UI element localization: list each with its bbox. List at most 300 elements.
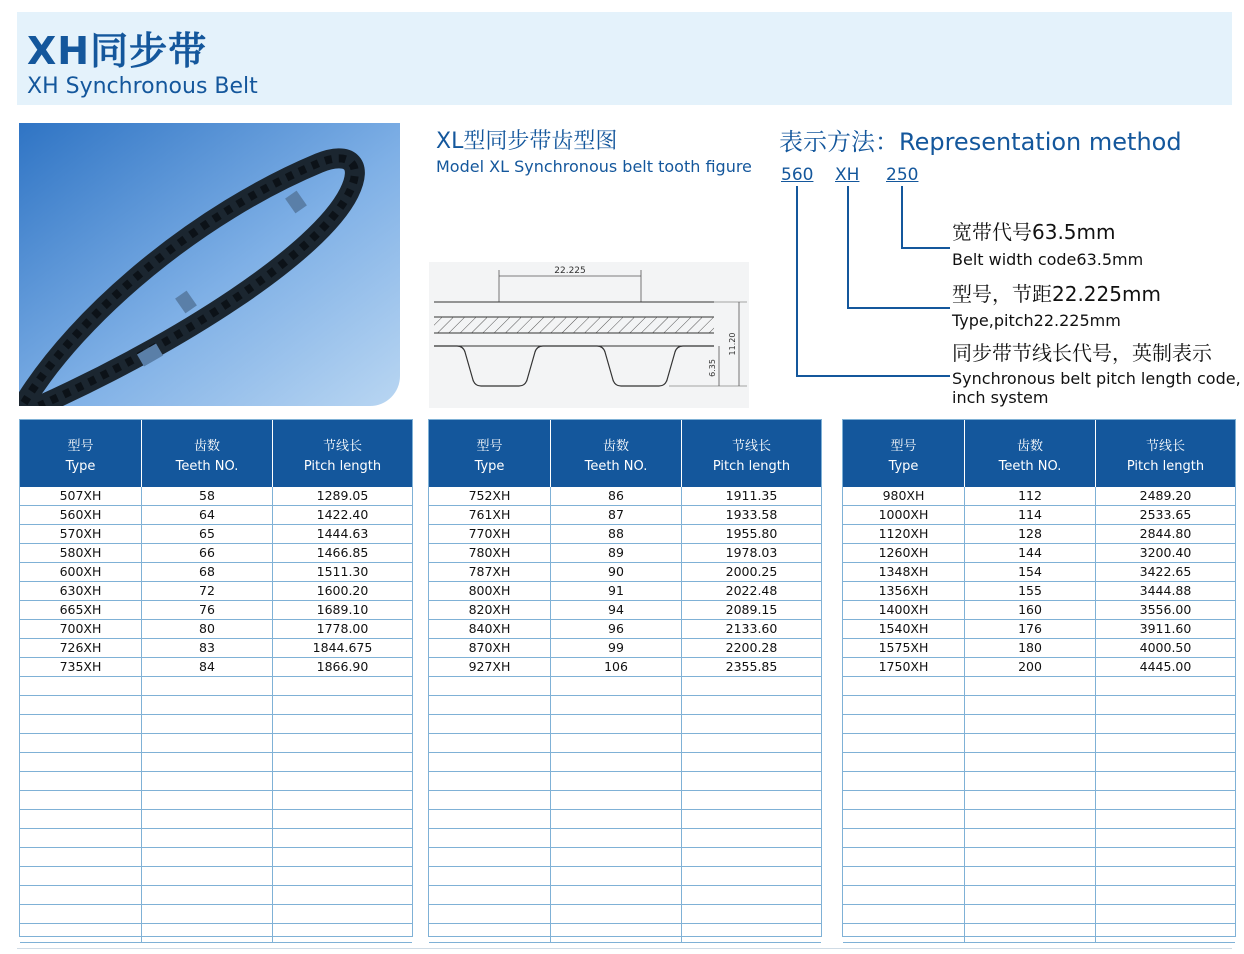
cell-type xyxy=(429,791,551,809)
cell-teeth-no xyxy=(965,886,1096,904)
cell-teeth-no: 200 xyxy=(965,658,1096,676)
spec-table-2 xyxy=(428,419,822,937)
cell-teeth-no: 94 xyxy=(551,601,682,619)
cell-teeth-no: 96 xyxy=(551,620,682,638)
table-header xyxy=(429,420,821,487)
cell-pitch-length xyxy=(682,867,821,885)
tooth-figure-title-en: Model XL Synchronous belt tooth figure xyxy=(436,157,752,176)
table-row xyxy=(843,582,1235,601)
cell-type xyxy=(843,829,965,847)
cell-type xyxy=(429,848,551,866)
table-row xyxy=(843,658,1235,677)
header-type-en: Type xyxy=(474,459,505,474)
cell-pitch-length xyxy=(273,791,412,809)
cell-teeth-no xyxy=(142,791,273,809)
table-header xyxy=(843,420,1235,487)
header-type-cn: 型号 xyxy=(476,439,503,454)
cell-pitch-length xyxy=(273,753,412,771)
cell-type xyxy=(20,829,142,847)
table-row xyxy=(20,696,412,715)
table-header xyxy=(20,420,412,487)
cell-type xyxy=(20,753,142,771)
cell-type: 1260XH xyxy=(843,544,965,562)
cell-teeth-no xyxy=(551,715,682,733)
table-row xyxy=(843,525,1235,544)
cell-type: 761XH xyxy=(429,506,551,524)
table-row xyxy=(843,753,1235,772)
table-row xyxy=(843,772,1235,791)
cell-teeth-no xyxy=(965,829,1096,847)
table-row xyxy=(20,905,412,924)
cell-teeth-no: 106 xyxy=(551,658,682,676)
cell-teeth-no xyxy=(965,715,1096,733)
table-row xyxy=(429,525,821,544)
cell-pitch-length: 2200.28 xyxy=(725,640,778,655)
code-width: 250 xyxy=(886,165,919,185)
header-teeth-no-en: Teeth NO. xyxy=(584,459,648,474)
cell-teeth-no xyxy=(551,867,682,885)
cell-type: 820XH xyxy=(429,601,551,619)
cell-type xyxy=(20,696,142,714)
cell-pitch-length xyxy=(1096,753,1235,771)
table-row xyxy=(20,829,412,848)
cell-teeth-no xyxy=(551,791,682,809)
cell-pitch-length: 1978.03 xyxy=(725,545,778,560)
cell-pitch-length: 2133.60 xyxy=(725,621,778,636)
cell-type: 570XH xyxy=(20,525,142,543)
belt-width-cn: 宽带代号63.5mm xyxy=(952,220,1116,244)
cell-type xyxy=(843,791,965,809)
cell-teeth-no: 64 xyxy=(142,506,273,524)
cell-type xyxy=(429,677,551,695)
table-row xyxy=(843,563,1235,582)
cell-pitch-length: 3200.40 xyxy=(1139,545,1192,560)
cell-type: 600XH xyxy=(20,563,142,581)
cell-pitch-length xyxy=(273,715,412,733)
cell-pitch-length xyxy=(273,677,412,695)
cell-pitch-length xyxy=(1096,810,1235,828)
cell-pitch-length: 1444.63 xyxy=(316,526,369,541)
cell-type xyxy=(843,848,965,866)
table-row xyxy=(20,582,412,601)
cell-type: 580XH xyxy=(20,544,142,562)
cell-pitch-length: 2533.65 xyxy=(1139,507,1192,522)
cell-type: 630XH xyxy=(20,582,142,600)
header-type-cn: 型号 xyxy=(890,439,917,454)
cell-teeth-no xyxy=(142,734,273,752)
header-type xyxy=(429,420,551,487)
table-row xyxy=(843,715,1235,734)
bottom-divider xyxy=(17,948,1232,949)
table-row xyxy=(429,734,821,753)
cell-teeth-no: 144 xyxy=(965,544,1096,562)
cell-teeth-no xyxy=(142,829,273,847)
pitch-length-en-1: Synchronous belt pitch length code, xyxy=(952,369,1241,388)
cell-pitch-length: 1911.35 xyxy=(725,488,778,503)
cell-pitch-length xyxy=(682,848,821,866)
cell-pitch-length xyxy=(1096,696,1235,714)
header-pitch-length xyxy=(1096,420,1235,487)
cell-teeth-no: 90 xyxy=(551,563,682,581)
cell-teeth-no xyxy=(551,886,682,904)
cell-teeth-no xyxy=(965,696,1096,714)
cell-pitch-length xyxy=(1096,715,1235,733)
cell-type: 665XH xyxy=(20,601,142,619)
cell-teeth-no xyxy=(551,734,682,752)
cell-pitch-length xyxy=(1096,848,1235,866)
tooth-figure-title-cn: XL型同步带齿型图 xyxy=(436,129,618,154)
cell-teeth-no xyxy=(142,696,273,714)
cell-type xyxy=(843,886,965,904)
table-row xyxy=(429,506,821,525)
cell-teeth-no xyxy=(965,848,1096,866)
header-teeth-no xyxy=(965,420,1096,487)
cell-type: 800XH xyxy=(429,582,551,600)
header-teeth-no-cn: 齿数 xyxy=(1016,439,1043,454)
table-row xyxy=(429,772,821,791)
table-row xyxy=(20,772,412,791)
cell-pitch-length: 1422.40 xyxy=(316,507,369,522)
table-row xyxy=(429,715,821,734)
header-pitch-length-en: Pitch length xyxy=(1126,459,1205,474)
cell-pitch-length xyxy=(682,810,821,828)
table-row xyxy=(429,867,821,886)
table-row xyxy=(429,620,821,639)
cell-pitch-length: 1778.00 xyxy=(316,621,369,636)
cell-type xyxy=(20,886,142,904)
cell-pitch-length xyxy=(682,886,821,904)
cell-type: 780XH xyxy=(429,544,551,562)
header-pitch-length-cn: 节线长 xyxy=(1145,439,1185,454)
table-row xyxy=(429,791,821,810)
cell-type xyxy=(20,867,142,885)
cell-pitch-length xyxy=(273,696,412,714)
table-row xyxy=(20,487,412,506)
cell-pitch-length: 3556.00 xyxy=(1139,602,1192,617)
header-type xyxy=(843,420,965,487)
cell-pitch-length: 1511.30 xyxy=(316,564,369,579)
cell-teeth-no: 58 xyxy=(142,487,273,505)
table-row xyxy=(20,620,412,639)
table-row xyxy=(20,791,412,810)
table-row xyxy=(20,544,412,563)
table-row xyxy=(20,924,412,943)
table-row xyxy=(20,715,412,734)
cell-pitch-length: 2489.20 xyxy=(1139,488,1192,503)
table-row xyxy=(20,601,412,620)
cell-teeth-no: 112 xyxy=(965,487,1096,505)
cell-type xyxy=(429,924,551,942)
table-row xyxy=(429,696,821,715)
table-row xyxy=(429,886,821,905)
cell-type: 1750XH xyxy=(843,658,965,676)
cell-teeth-no: 83 xyxy=(142,639,273,657)
table-row xyxy=(20,563,412,582)
belt-width-en: Belt width code63.5mm xyxy=(952,250,1144,269)
cell-pitch-length xyxy=(682,772,821,790)
cell-type: 1356XH xyxy=(843,582,965,600)
table-row xyxy=(429,753,821,772)
cell-teeth-no: 65 xyxy=(142,525,273,543)
cell-type xyxy=(843,715,965,733)
table-row xyxy=(843,487,1235,506)
page-title-cn: XH同步带 xyxy=(27,29,208,73)
table-row xyxy=(843,544,1235,563)
table-row xyxy=(843,696,1235,715)
cell-type xyxy=(20,772,142,790)
table-row xyxy=(843,734,1235,753)
cell-pitch-length xyxy=(273,924,412,942)
cell-teeth-no: 88 xyxy=(551,525,682,543)
cell-type xyxy=(843,905,965,923)
cell-teeth-no xyxy=(965,924,1096,942)
header-pitch-length-cn: 节线长 xyxy=(322,439,362,454)
cell-pitch-length xyxy=(682,791,821,809)
cell-teeth-no xyxy=(142,715,273,733)
cell-type xyxy=(20,924,142,942)
cell-teeth-no xyxy=(965,753,1096,771)
cell-pitch-length: 3444.88 xyxy=(1139,583,1192,598)
cell-pitch-length xyxy=(1096,886,1235,904)
cell-teeth-no xyxy=(142,677,273,695)
cell-type xyxy=(429,715,551,733)
cell-pitch-length: 2089.15 xyxy=(725,602,778,617)
cell-type xyxy=(843,924,965,942)
cell-pitch-length: 1955.80 xyxy=(725,526,778,541)
table-row xyxy=(429,582,821,601)
cell-pitch-length xyxy=(273,848,412,866)
cell-type: 787XH xyxy=(429,563,551,581)
cell-teeth-no: 114 xyxy=(965,506,1096,524)
cell-type: 1540XH xyxy=(843,620,965,638)
code-type: XH xyxy=(835,165,860,185)
header-pitch-length-en: Pitch length xyxy=(303,459,382,474)
cell-pitch-length: 4000.50 xyxy=(1139,640,1192,655)
table-row xyxy=(20,753,412,772)
cell-pitch-length xyxy=(273,772,412,790)
representation-title: 表示方法：Representation method xyxy=(779,128,1182,156)
cell-pitch-length xyxy=(1096,772,1235,790)
cell-type: 1120XH xyxy=(843,525,965,543)
height-dimension-label: 11.20 xyxy=(728,332,737,356)
cell-type xyxy=(843,753,965,771)
table-row xyxy=(20,658,412,677)
spec-table-1 xyxy=(19,419,413,937)
table-row xyxy=(429,639,821,658)
cell-type: 927XH xyxy=(429,658,551,676)
cell-pitch-length: 1689.10 xyxy=(316,602,369,617)
belt-photo xyxy=(19,123,400,406)
cell-teeth-no xyxy=(965,734,1096,752)
cell-teeth-no: 72 xyxy=(142,582,273,600)
header-type-en: Type xyxy=(888,459,919,474)
cell-teeth-no xyxy=(142,772,273,790)
page-header xyxy=(17,12,1232,105)
cell-type: 770XH xyxy=(429,525,551,543)
cell-teeth-no: 84 xyxy=(142,658,273,676)
header-type xyxy=(20,420,142,487)
cell-teeth-no xyxy=(551,905,682,923)
cell-teeth-no: 154 xyxy=(965,563,1096,581)
header-teeth-no-en: Teeth NO. xyxy=(175,459,239,474)
cell-teeth-no xyxy=(142,905,273,923)
cell-type: 980XH xyxy=(843,487,965,505)
cell-teeth-no: 87 xyxy=(551,506,682,524)
table-row xyxy=(843,829,1235,848)
cell-pitch-length: 1844.675 xyxy=(312,640,373,655)
cell-type xyxy=(429,734,551,752)
cell-pitch-length xyxy=(1096,791,1235,809)
cell-teeth-no: 99 xyxy=(551,639,682,657)
cell-teeth-no: 68 xyxy=(142,563,273,581)
cell-pitch-length: 2844.80 xyxy=(1139,526,1192,541)
table-row xyxy=(20,639,412,658)
cell-type xyxy=(429,905,551,923)
cell-pitch-length: 1466.85 xyxy=(316,545,369,560)
cell-pitch-length: 3911.60 xyxy=(1139,621,1192,636)
cell-pitch-length xyxy=(273,905,412,923)
header-pitch-length xyxy=(682,420,821,487)
cell-pitch-length xyxy=(273,734,412,752)
cell-type xyxy=(20,905,142,923)
table-row xyxy=(843,886,1235,905)
cell-type: 507XH xyxy=(20,487,142,505)
cell-pitch-length: 3422.65 xyxy=(1139,564,1192,579)
table-row xyxy=(843,791,1235,810)
table-row xyxy=(843,677,1235,696)
cell-pitch-length xyxy=(273,810,412,828)
cell-teeth-no xyxy=(142,848,273,866)
cell-type: 735XH xyxy=(20,658,142,676)
cell-teeth-no: 66 xyxy=(142,544,273,562)
cell-type xyxy=(429,810,551,828)
table-row xyxy=(843,848,1235,867)
header-teeth-no-cn: 齿数 xyxy=(193,439,220,454)
table-row xyxy=(20,506,412,525)
cell-teeth-no: 160 xyxy=(965,601,1096,619)
cell-type xyxy=(843,734,965,752)
cell-teeth-no xyxy=(965,791,1096,809)
pitch-dimension-label: 22.225 xyxy=(554,266,586,276)
code-length: 560 xyxy=(781,165,814,185)
header-teeth-no-cn: 齿数 xyxy=(602,439,629,454)
cell-pitch-length: 1866.90 xyxy=(316,659,369,674)
cell-teeth-no: 155 xyxy=(965,582,1096,600)
cell-teeth-no xyxy=(551,848,682,866)
cell-teeth-no xyxy=(551,677,682,695)
type-pitch-en: Type,pitch22.225mm xyxy=(952,311,1121,330)
cell-pitch-length: 2355.85 xyxy=(725,659,778,674)
page-title-en: XH Synchronous Belt xyxy=(27,74,258,99)
table-row xyxy=(843,924,1235,943)
cell-pitch-length: 2000.25 xyxy=(725,564,778,579)
table-row xyxy=(429,905,821,924)
cell-pitch-length xyxy=(1096,924,1235,942)
pitch-length-en-2: inch system xyxy=(952,388,1049,407)
cell-teeth-no xyxy=(551,772,682,790)
table-row xyxy=(20,848,412,867)
cell-teeth-no: 91 xyxy=(551,582,682,600)
cell-pitch-length: 4445.00 xyxy=(1139,659,1192,674)
cell-type: 840XH xyxy=(429,620,551,638)
cell-type xyxy=(20,715,142,733)
cell-teeth-no xyxy=(551,924,682,942)
table-row xyxy=(429,658,821,677)
cell-teeth-no: 128 xyxy=(965,525,1096,543)
cell-pitch-length: 1289.05 xyxy=(316,488,369,503)
cell-teeth-no xyxy=(551,753,682,771)
table-row xyxy=(843,867,1235,886)
cell-type: 1000XH xyxy=(843,506,965,524)
cell-teeth-no xyxy=(965,677,1096,695)
table-row xyxy=(429,544,821,563)
tooth-profile-diagram xyxy=(429,262,749,408)
cell-pitch-length xyxy=(273,886,412,904)
cell-teeth-no xyxy=(965,905,1096,923)
cell-pitch-length xyxy=(682,753,821,771)
cell-teeth-no xyxy=(142,886,273,904)
header-teeth-no xyxy=(142,420,273,487)
table-row xyxy=(20,810,412,829)
cell-teeth-no xyxy=(551,829,682,847)
cell-pitch-length: 2022.48 xyxy=(725,583,778,598)
cell-teeth-no xyxy=(551,810,682,828)
cell-teeth-no xyxy=(965,867,1096,885)
cell-type xyxy=(843,696,965,714)
cell-pitch-length xyxy=(273,867,412,885)
cell-type: 726XH xyxy=(20,639,142,657)
cell-pitch-length xyxy=(1096,867,1235,885)
cell-type: 1400XH xyxy=(843,601,965,619)
spec-table-3 xyxy=(842,419,1236,937)
table-row xyxy=(843,506,1235,525)
cell-type xyxy=(429,867,551,885)
table-row xyxy=(843,620,1235,639)
cell-type xyxy=(20,677,142,695)
table-row xyxy=(20,867,412,886)
cell-type xyxy=(429,696,551,714)
cell-type xyxy=(429,753,551,771)
table-row xyxy=(843,601,1235,620)
table-row xyxy=(429,677,821,696)
type-pitch-cn: 型号，节距22.225mm xyxy=(952,282,1161,306)
cell-teeth-no xyxy=(965,810,1096,828)
cell-pitch-length xyxy=(1096,677,1235,695)
cell-teeth-no xyxy=(142,867,273,885)
cell-type xyxy=(843,772,965,790)
table-row xyxy=(20,886,412,905)
cell-pitch-length xyxy=(1096,905,1235,923)
cell-teeth-no xyxy=(142,810,273,828)
cell-type xyxy=(843,867,965,885)
header-pitch-length xyxy=(273,420,412,487)
header-teeth-no xyxy=(551,420,682,487)
cell-pitch-length xyxy=(682,734,821,752)
table-row xyxy=(429,829,821,848)
table-row xyxy=(429,848,821,867)
cell-pitch-length: 1600.20 xyxy=(316,583,369,598)
cell-pitch-length xyxy=(682,715,821,733)
cell-pitch-length: 1933.58 xyxy=(725,507,778,522)
table-row xyxy=(843,639,1235,658)
cell-type: 1348XH xyxy=(843,563,965,581)
cell-type xyxy=(843,810,965,828)
cell-type: 700XH xyxy=(20,620,142,638)
header-teeth-no-en: Teeth NO. xyxy=(998,459,1062,474)
cell-pitch-length xyxy=(682,829,821,847)
cell-type xyxy=(429,772,551,790)
table-row xyxy=(843,810,1235,829)
